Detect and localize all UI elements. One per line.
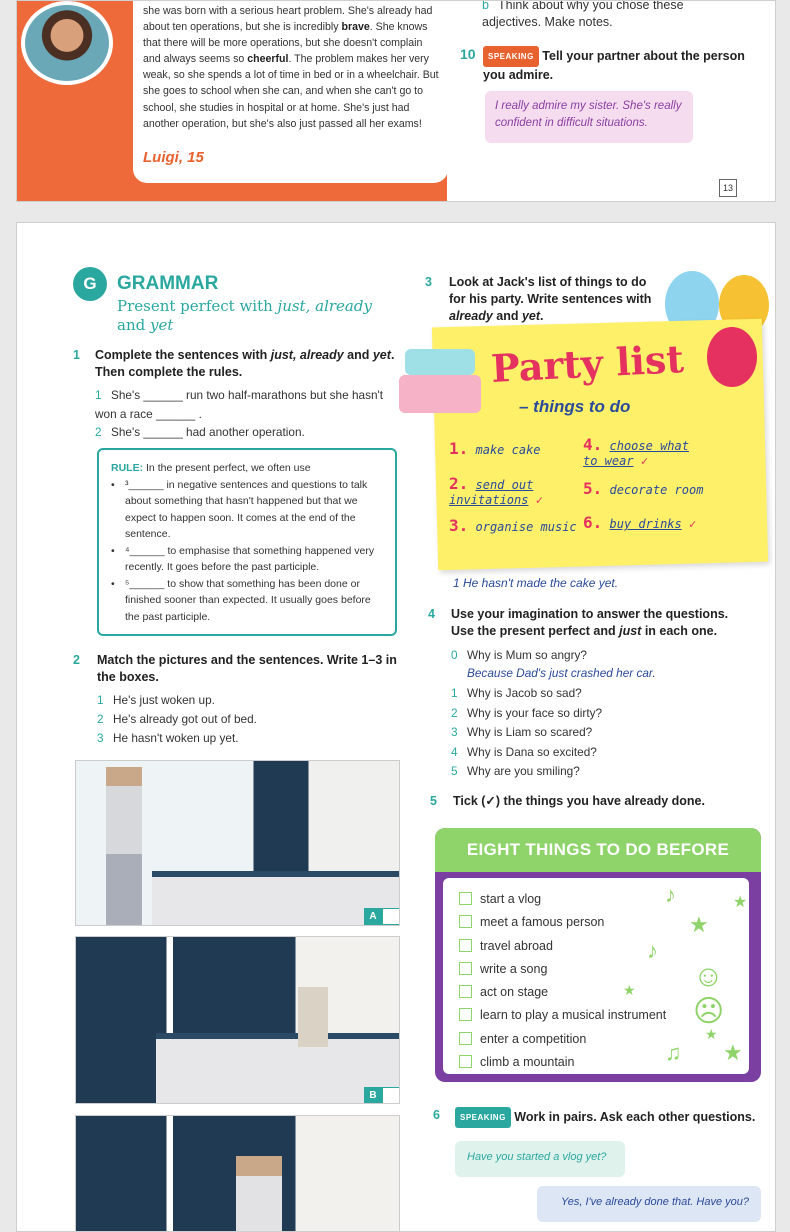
q1-instruction: Complete the sentences with just, already and yet. Then complete the rules.: [95, 348, 395, 379]
q2-item: 1 He's just woken up.: [97, 693, 215, 707]
party-item: 2. send out invitations ✓: [449, 474, 543, 507]
q10-number: 10: [460, 46, 476, 62]
q4-item: 4 Why is Dana so excited?: [451, 745, 597, 759]
star-icon: ★: [689, 912, 709, 937]
q4-item: 5 Why are you smiling?: [451, 764, 580, 778]
star-icon: ★: [623, 982, 636, 998]
rule-box: RULE: In the present perfect, we often use • ³______ in negative sentences and questions to talk about something that hasn't happened but that we expect to happen soon. It comes at the end of the sentence. • ⁴______ to emphasise that something happened very recently. It goes before the past participle. • ⁵______ to show that something has been done or finished sooner than expected. It usually goes before the past participle.: [97, 448, 397, 636]
music-note-icon: ♪: [665, 882, 676, 907]
q4-item: 1 Why is Jacob so sad?: [451, 686, 582, 700]
speech-bubble: Have you started a vlog yet?: [455, 1141, 625, 1177]
q10-instruction: SPEAKING Tell your partner about the person you admire.: [483, 46, 753, 84]
checklist-item[interactable]: act on stage: [459, 981, 666, 1004]
checklist-item[interactable]: travel abroad: [459, 935, 666, 958]
picture-c: [75, 1115, 400, 1232]
q4-item: 0 Why is Mum so angry?: [451, 648, 587, 662]
q3-number: 3: [425, 275, 432, 289]
section-subtitle: Present perfect with just, already and yet: [117, 297, 372, 334]
picture-b: [75, 936, 400, 1104]
author-photo: [21, 1, 113, 85]
story-panel: [17, 1, 447, 202]
boy-stretching: [236, 1156, 282, 1232]
checklist-item[interactable]: learn to play a musical instrument: [459, 1004, 666, 1027]
speech-bubble: Yes, I've already done that. Have you?: [537, 1186, 761, 1222]
section-title: GRAMMAR: [117, 273, 219, 294]
checkbox[interactable]: [459, 1055, 472, 1068]
checkbox[interactable]: [459, 892, 472, 905]
q3-instruction: Look at Jack's list of things to do for his party. Write sentences with already and yet.: [449, 275, 652, 323]
balloon: [707, 327, 757, 387]
checkbox[interactable]: [459, 962, 472, 975]
star-icon: ★: [733, 894, 748, 911]
music-note-icon: ♪: [647, 938, 658, 963]
answer-box-a[interactable]: [382, 908, 400, 925]
q2-item: 2 He's already got out of bed.: [97, 712, 257, 726]
q4-example-answer: Because Dad's just crashed her car.: [467, 666, 656, 680]
q4-number: 4: [428, 607, 435, 621]
q6-instruction: SPEAKING Work in pairs. Ask each other questions.: [455, 1107, 755, 1128]
rule-item: • ⁵______ to show that something has been done or finished sooner than expected. It usually goes before the past participle.: [111, 576, 383, 626]
rule-item: • ⁴______ to emphasise that something happened very recently. It goes before the past participle.: [111, 543, 383, 576]
checklist-item[interactable]: write a song: [459, 958, 666, 981]
checkbox[interactable]: [459, 915, 472, 928]
q5-instruction: Tick (✓) the things you have already done.: [453, 794, 705, 808]
party-list-title: Party list: [489, 335, 685, 392]
checkbox[interactable]: [459, 985, 472, 998]
checkbox[interactable]: [459, 1032, 472, 1045]
previous-page: [16, 0, 776, 202]
q4-instruction: Use your imagination to answer the questions. Use the present perfect and just in each one.: [451, 607, 729, 638]
party-list-subtitle: – things to do: [519, 397, 631, 416]
checkbox[interactable]: [459, 1008, 472, 1021]
story-card: [133, 1, 448, 183]
q4-item: 2 Why is your face so dirty?: [451, 706, 603, 720]
grammar-icon: G: [73, 267, 107, 301]
party-item: 6. buy drinks ✓: [583, 513, 697, 532]
label-b: B: [364, 1087, 382, 1104]
cake-icon: [397, 329, 483, 421]
task-b: b Think about why you chose these adjectives. Make notes.: [482, 0, 684, 29]
label-a: A: [364, 908, 382, 925]
checklist-title: EIGHT THINGS TO DO BEFORE: [435, 828, 761, 872]
picture-a: [75, 760, 400, 926]
checklist-item[interactable]: meet a famous person: [459, 911, 666, 934]
answer-box-b[interactable]: [382, 1087, 400, 1104]
page-number: 13: [719, 179, 737, 197]
star-icon: ★: [705, 1026, 718, 1042]
speaking-badge: SPEAKING: [483, 46, 539, 67]
party-item: 4. choose what to wear ✓: [583, 435, 689, 468]
q2-number: 2: [73, 653, 80, 667]
theatre-masks-icon: ☺☹: [693, 960, 725, 1028]
rule-label: RULE:: [111, 462, 144, 474]
bed: [152, 871, 400, 926]
speaking-badge: SPEAKING: [455, 1107, 511, 1128]
party-item: 1. make cake: [449, 439, 541, 458]
q3-example: 1 He hasn't made the cake yet.: [453, 576, 619, 590]
music-notes-icon: ♫: [665, 1040, 682, 1065]
party-item: 5. decorate room: [583, 479, 704, 498]
q6-number: 6: [433, 1108, 440, 1122]
q1-number: 1: [73, 348, 80, 362]
story-text: she was born with a serious heart problem. She's already had about ten operations, but she is incredibly brave. She knows that there will be more operations, but she doesn't complain and always seems so cheerful. The problem makes her very weak, so she spends a lot of time in bed or in a wheelchair. But she goes to school when she can, and when she can't go to school, she studies in hospital or at home. She's just had another operation, but she's also just passed all her exams!: [143, 5, 439, 130]
q2-item: 3 He hasn't woken up yet.: [97, 731, 239, 745]
checklist-item[interactable]: climb a mountain: [459, 1051, 666, 1074]
q1-item: 1 She's ______ run two half-marathons but she hasn't won a race ______ .: [95, 388, 384, 421]
q2-instruction: Match the pictures and the sentences. Write 1–3 in the boxes.: [97, 653, 397, 684]
q4-item: 3 Why is Liam so scared?: [451, 725, 593, 739]
lamp: [298, 987, 328, 1047]
party-item: 3. organise music: [449, 516, 577, 535]
grammar-page: [16, 222, 776, 1232]
boy-standing: [106, 767, 142, 925]
checklist: [443, 878, 749, 1074]
checkbox[interactable]: [459, 939, 472, 952]
speech-bubble: I really admire my sister. She's really confident in difficult situations.: [485, 91, 693, 143]
checklist-item[interactable]: enter a competition: [459, 1028, 666, 1051]
story-author: Luigi, 15: [143, 149, 204, 166]
rule-item: • ³______ in negative sentences and questions to talk about something that hasn't happened but that we expect to happen soon. It comes at the end of the sentence.: [111, 477, 383, 543]
q1-item: 2 She's ______ had another operation.: [95, 425, 305, 439]
q5-number: 5: [430, 794, 437, 808]
checklist-item[interactable]: start a vlog: [459, 888, 666, 911]
star-icon: ★: [723, 1040, 743, 1065]
